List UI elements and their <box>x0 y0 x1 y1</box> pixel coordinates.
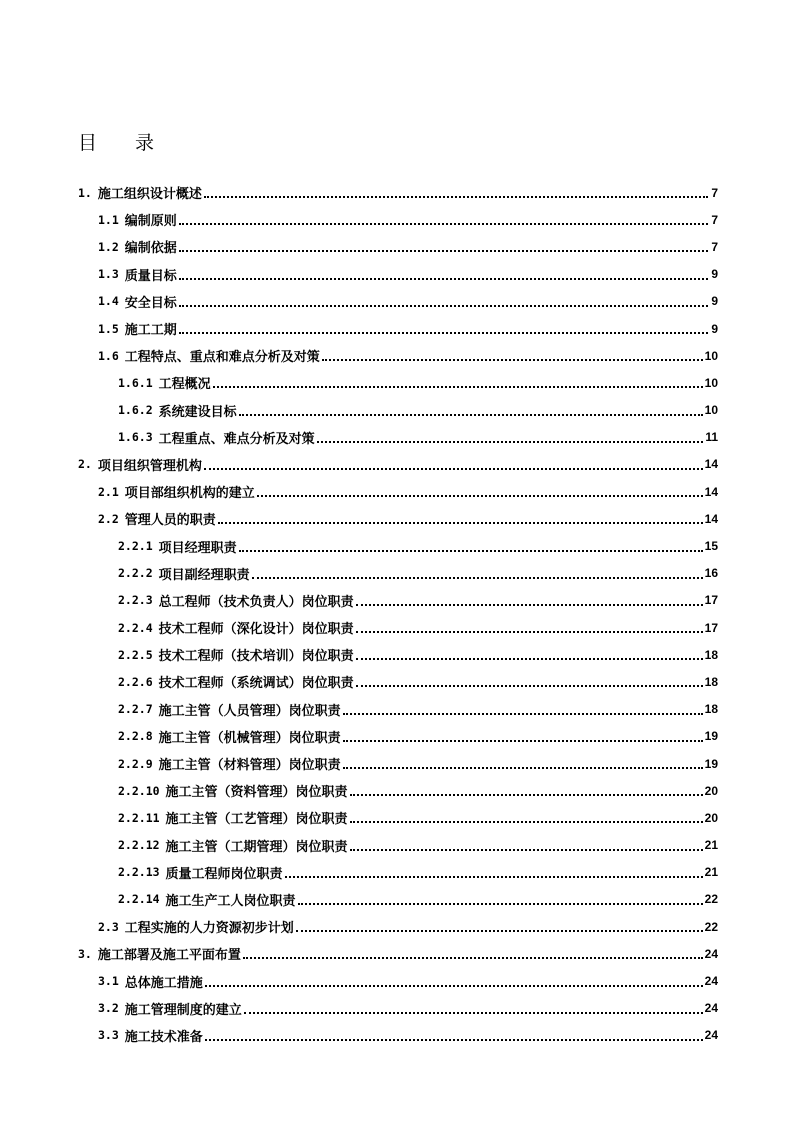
toc-entry-title: 施工主管（人员管理）岗位职责 <box>158 703 341 719</box>
toc-entry-title: 项目副经理职责 <box>158 567 250 583</box>
toc-entry[interactable] <box>0 940 794 967</box>
toc-entry-page: 22 <box>704 919 718 934</box>
toc-dot-leader <box>204 195 708 198</box>
toc-entry-page: 20 <box>704 783 718 798</box>
toc-dot-leader <box>179 331 708 334</box>
toc-entry[interactable] <box>0 723 794 750</box>
toc-dot-leader <box>179 304 708 307</box>
toc-dot-leader <box>343 712 703 715</box>
toc-entry-number: 2.2.7 <box>118 702 153 717</box>
toc-entry-page: 24 <box>704 946 718 961</box>
toc-entry-page: 18 <box>704 647 718 662</box>
toc-entry-title: 编制原则 <box>124 214 177 230</box>
toc-dot-leader <box>205 984 703 987</box>
toc-entry[interactable] <box>0 804 794 831</box>
toc-entry-number: 1.6.1 <box>118 375 153 390</box>
toc-entry[interactable] <box>0 478 794 505</box>
toc-dot-leader <box>213 385 703 388</box>
toc-dot-leader <box>239 413 703 416</box>
toc-entry-title: 总工程师（技术负责人）岗位职责 <box>158 594 354 610</box>
toc-entry-title: 安全目标 <box>124 295 177 311</box>
toc-entry-number: 1.3 <box>98 267 119 282</box>
toc-dot-leader <box>285 875 703 878</box>
toc-entry[interactable] <box>0 967 794 994</box>
toc-entry-number: 2.2.12 <box>118 838 160 853</box>
toc-entry-page: 19 <box>704 729 718 744</box>
toc-entry-page: 9 <box>711 267 718 282</box>
toc-entry[interactable] <box>0 995 794 1022</box>
toc-entry[interactable] <box>0 777 794 804</box>
toc-dot-leader <box>356 630 703 633</box>
toc-entry[interactable] <box>0 397 794 424</box>
toc-entry[interactable] <box>0 342 794 369</box>
toc-dot-leader <box>239 549 703 552</box>
toc-entry-number: 2.2.3 <box>118 593 153 608</box>
toc-entry-title: 施工部署及施工平面布置 <box>97 948 241 964</box>
toc-entry-title: 项目部组织机构的建立 <box>124 486 255 502</box>
toc-entry[interactable] <box>0 288 794 315</box>
toc-title-char-1: 目 <box>78 132 98 154</box>
toc-dot-leader <box>350 793 703 796</box>
toc-entry-number: 1.4 <box>98 294 119 309</box>
toc-dot-leader <box>356 684 703 687</box>
toc-entry-page: 21 <box>704 838 718 853</box>
toc-entry-page: 14 <box>704 457 718 472</box>
toc-entry-number: 2.3 <box>98 919 119 934</box>
toc-entry-page: 7 <box>711 212 718 227</box>
toc-entry-page: 24 <box>704 1001 718 1016</box>
toc-entry-title: 编制依据 <box>124 241 177 257</box>
toc-entry-title: 工程实施的人力资源初步计划 <box>124 921 294 937</box>
toc-entry[interactable] <box>0 451 794 478</box>
toc-dot-leader <box>244 1011 703 1014</box>
toc-entry-title: 施工主管（机械管理）岗位职责 <box>158 730 341 746</box>
toc-entry-title: 施工工期 <box>124 323 177 339</box>
toc-entry-number: 1.2 <box>98 239 119 254</box>
toc-entry-title: 施工技术准备 <box>124 1029 203 1045</box>
toc-entry-page: 14 <box>704 484 718 499</box>
toc-entry[interactable] <box>0 1022 794 1049</box>
toc-entry-title: 施工主管（工艺管理）岗位职责 <box>165 812 348 828</box>
toc-entry-number: 1. <box>78 185 92 200</box>
toc-entry-page: 9 <box>711 294 718 309</box>
toc-entry-number: 2.2.1 <box>118 539 153 554</box>
toc-entry-page: 15 <box>704 539 718 554</box>
toc-entry-number: 2.2.6 <box>118 674 153 689</box>
toc-entry-page: 17 <box>704 593 718 608</box>
toc-dot-leader <box>204 467 703 470</box>
toc-entry-title: 管理人员的职责 <box>124 513 216 529</box>
toc-entry[interactable] <box>0 587 794 614</box>
toc-entry-title: 工程概况 <box>158 377 211 393</box>
toc-entry-number: 2.2.5 <box>118 647 153 662</box>
toc-entry-number: 3.1 <box>98 974 119 989</box>
toc-dot-leader <box>298 902 703 905</box>
toc-entry-number: 2.2.9 <box>118 756 153 771</box>
toc-dot-leader <box>243 956 703 959</box>
toc-entry[interactable] <box>0 832 794 859</box>
toc-entry[interactable] <box>0 369 794 396</box>
toc-entry-page: 24 <box>704 974 718 989</box>
toc-list <box>0 179 794 1049</box>
toc-entry-title: 施工主管（材料管理）岗位职责 <box>158 758 341 774</box>
toc-entry[interactable] <box>0 261 794 288</box>
toc-entry[interactable] <box>0 532 794 559</box>
toc-entry-page: 7 <box>711 185 718 200</box>
toc-entry[interactable] <box>0 560 794 587</box>
toc-entry[interactable] <box>0 668 794 695</box>
toc-dot-leader <box>179 222 708 225</box>
toc-entry-page: 22 <box>704 892 718 907</box>
toc-entry-title: 技术工程师（技术培训）岗位职责 <box>158 649 354 665</box>
toc-dot-leader <box>356 603 703 606</box>
toc-entry-title: 质量目标 <box>124 268 177 284</box>
toc-entry[interactable] <box>0 913 794 940</box>
toc-entry-number: 2.2 <box>98 511 119 526</box>
toc-entry-number: 2.1 <box>98 484 119 499</box>
toc-dot-leader <box>322 358 703 361</box>
toc-entry-number: 2. <box>78 457 92 472</box>
toc-entry[interactable] <box>0 206 794 233</box>
toc-dot-leader <box>317 440 704 443</box>
toc-entry-title: 工程特点、重点和难点分析及对策 <box>124 350 320 366</box>
toc-entry-page: 10 <box>704 403 718 418</box>
toc-entry-page: 10 <box>704 375 718 390</box>
toc-dot-leader <box>350 820 703 823</box>
toc-entry-number: 2.2.2 <box>118 566 153 581</box>
toc-entry[interactable] <box>0 641 794 668</box>
toc-entry-page: 14 <box>704 511 718 526</box>
toc-entry-page: 20 <box>704 810 718 825</box>
toc-entry-page: 18 <box>704 702 718 717</box>
toc-dot-leader <box>218 521 703 524</box>
toc-entry-page: 18 <box>704 674 718 689</box>
toc-title <box>78 128 154 155</box>
toc-entry[interactable] <box>0 315 794 342</box>
toc-entry[interactable] <box>0 750 794 777</box>
toc-entry-page: 11 <box>705 430 718 445</box>
toc-entry-title: 技术工程师（系统调试）岗位职责 <box>158 676 354 692</box>
toc-entry[interactable] <box>0 233 794 260</box>
toc-entry-number: 2.2.4 <box>118 620 153 635</box>
toc-entry-number: 2.2.8 <box>118 729 153 744</box>
toc-dot-leader <box>252 576 703 579</box>
toc-entry-title: 施工组织设计概述 <box>97 187 202 203</box>
toc-entry-title: 施工主管（工期管理）岗位职责 <box>165 839 348 855</box>
toc-entry-number: 1.6.3 <box>118 430 153 445</box>
toc-entry-title: 施工主管（资料管理）岗位职责 <box>165 785 348 801</box>
toc-entry-number: 3.2 <box>98 1001 119 1016</box>
toc-dot-leader <box>356 657 703 660</box>
toc-entry-page: 10 <box>704 348 718 363</box>
toc-entry[interactable] <box>0 696 794 723</box>
toc-entry-number: 1.6 <box>98 348 119 363</box>
toc-entry-title: 系统建设目标 <box>158 404 237 420</box>
toc-entry-title: 总体施工措施 <box>124 975 203 991</box>
toc-entry-title: 项目经理职责 <box>158 540 237 556</box>
toc-entry[interactable] <box>0 424 794 451</box>
toc-entry[interactable] <box>0 886 794 913</box>
toc-entry-number: 2.2.11 <box>118 810 160 825</box>
toc-dot-leader <box>350 848 703 851</box>
toc-entry-number: 1.5 <box>98 321 119 336</box>
toc-entry[interactable] <box>0 614 794 641</box>
toc-entry-number: 2.2.13 <box>118 865 160 880</box>
toc-entry-number: 1.6.2 <box>118 403 153 418</box>
toc-entry-title: 质量工程师岗位职责 <box>165 866 283 882</box>
toc-entry-page: 16 <box>704 566 718 581</box>
toc-entry-page: 24 <box>704 1028 718 1043</box>
toc-entry-number: 1.1 <box>98 212 119 227</box>
toc-dot-leader <box>257 494 703 497</box>
toc-dot-leader <box>205 1038 703 1041</box>
toc-entry-page: 9 <box>711 321 718 336</box>
toc-dot-leader <box>296 929 703 932</box>
toc-dot-leader <box>343 739 703 742</box>
toc-entry-title: 技术工程师（深化设计）岗位职责 <box>158 622 354 638</box>
toc-entry-number: 3.3 <box>98 1028 119 1043</box>
toc-entry-page: 17 <box>704 620 718 635</box>
toc-entry[interactable] <box>0 179 794 206</box>
toc-entry-number: 2.2.10 <box>118 783 160 798</box>
toc-entry-title: 施工管理制度的建立 <box>124 1002 242 1018</box>
toc-entry[interactable] <box>0 859 794 886</box>
toc-entry-number: 3. <box>78 946 92 961</box>
toc-title-char-2: 录 <box>135 132 155 154</box>
toc-entry-page: 19 <box>704 756 718 771</box>
toc-dot-leader <box>179 249 708 252</box>
toc-dot-leader <box>343 766 703 769</box>
toc-entry-title: 工程重点、难点分析及对策 <box>158 431 315 447</box>
toc-entry-page: 21 <box>704 865 718 880</box>
toc-entry-page: 7 <box>711 239 718 254</box>
toc-entry[interactable] <box>0 505 794 532</box>
toc-dot-leader <box>179 277 708 280</box>
toc-entry-title: 施工生产工人岗位职责 <box>165 893 296 909</box>
toc-entry-title: 项目组织管理机构 <box>97 458 202 474</box>
toc-entry-number: 2.2.14 <box>118 892 160 907</box>
